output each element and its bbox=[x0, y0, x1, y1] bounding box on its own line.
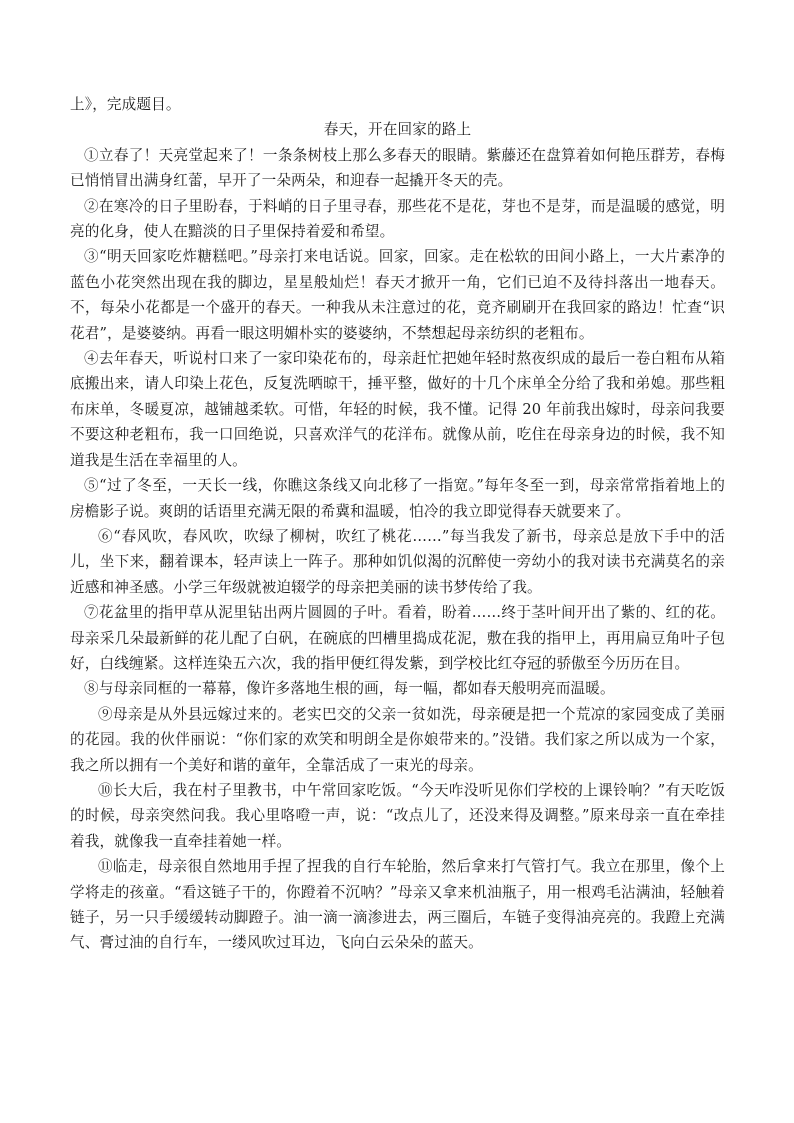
paragraph-10: ⑩长大后，我在村子里教书，中午常回家吃饭。“今天咋没听见你们学校的上课铃响？”有天吃饭的时候，母亲突然问我。我心里咯噔一声，说：“改点儿了，还没来得及调整。”原来母亲一直在牵挂着我，就像我一直牵挂着她一样。 bbox=[70, 781, 725, 850]
article-body bbox=[70, 92, 725, 956]
paragraph-2: ②在寒冷的日子里盼春，于料峭的日子里寻春，那些花不是花，芽也不是芽，而是温暖的感觉，明亮的化身，使人在黯淡的日子里保持着爱和希望。 bbox=[70, 197, 725, 241]
paragraph-4: ④去年春天，听说村口来了一家印染花布的，母亲赶忙把她年轻时熬夜织成的最后一卷白粗布从箱底搬出来，请人印染上花色，反复洗晒晾干，捶平整，做好的十几个床单全分给了我和弟媳。那些粗布床单，冬暖夏凉，越铺越柔软。可惜，年轻的时候，我不懂。记得 20 年前我出嫁时，母亲问我要不要这种老粗布，我一口回绝说，只喜欢洋气的花洋布。就像从前，吃住在母亲身边的时候，我不知道我是生活在幸福里的人。 bbox=[70, 350, 725, 469]
paragraph-8: ⑧与母亲同框的一幕幕，像许多落地生根的画，每一幅，都如春天般明亮而温暖。 bbox=[84, 680, 615, 698]
intro-fragment: 上》，完成题目。 bbox=[70, 96, 181, 113]
paragraph-9: ⑨母亲是从外县远嫁过来的。老实巴交的父亲一贫如洗，母亲硬是把一个荒凉的家园变成了美丽的花园。我的伙伴丽说：“你们家的欢笑和明朗全是你娘带来的。”没错。我们家之所以成为一个家，我之所以拥有一个美好和谐的童年，全靠活成了一束光的母亲。 bbox=[70, 705, 725, 774]
paragraph-6: ⑥“春风吹，春风吹，吹绿了柳树，吹红了桃花……”每当我发了新书，母亲总是放下手中的活儿，坐下来，翻着课本，轻声读上一阵子。那种如饥似渴的沉醉使一旁幼小的我对读书充满莫名的亲近感和神圣感。小学三年级就被迫辍学的母亲把美丽的读书梦传给了我。 bbox=[70, 527, 725, 596]
paragraph-5: ⑤“过了冬至，一天长一线，你瞧这条线又向北移了一指宽。”每年冬至一到，母亲常常指着地上的房檐影子说。爽朗的话语里充满无限的希冀和温暖，怕冷的我立即觉得春天就要来了。 bbox=[70, 477, 725, 520]
paragraph-3: ③“明天回家吃炸糖糕吧。”母亲打来电话说。回家，回家。走在松软的田间小路上，一大片素净的蓝色小花突然出现在我的脚边，星星般灿烂！春天才掀开一角，它们已迫不及待抖落出一地春天。不，每朵小花都是一个盛开的春天。一种我从未注意过的花，竟齐刷刷开在我回家的路边！忙查“识花君”，是婆婆纳。再看一眼这明媚朴实的婆婆纳，不禁想起母亲纺织的老粗布。 bbox=[70, 248, 725, 342]
paragraph-1: ①立春了！天亮堂起来了！一条条树枝上那么多春天的眼睛。紫藤还在盘算着如何艳压群芳，春梅已悄悄冒出满身红蕾，早开了一朵两朵，和迎春一起撬开冬天的壳。 bbox=[70, 146, 725, 190]
paragraph-7: ⑦花盆里的指甲草从泥里钻出两片圆圆的子叶。看着，盼着……终于茎叶间开出了紫的、红的花。母亲采几朵最新鲜的花儿配了白矾，在碗底的凹槽里捣成花泥，敷在我的指甲上，再用扁豆角叶子包好，白线缠紧。这样连染五六次，我的指甲便红得发紫，到学校比红夺冠的骄傲至今历历在目。 bbox=[70, 604, 725, 672]
article-title: 春天，开在回家的路上 bbox=[323, 121, 472, 139]
paragraph-11: ⑪临走，母亲很自然地用手捏了捏我的自行车轮胎，然后拿来打气管打气。我立在那里，像个上学将走的孩童。“看这链子干的，你蹬着不沉呐？”母亲又拿来机油瓶子，用一根鸡毛沾满油，轻触着链子，另一只手缓缓转动脚蹬子。油一滴一滴渗进去，两三圈后，车链子变得油亮亮的。我蹬上充满气、膏过油的自行车，一缕风吹过耳边，飞向白云朵朵的蓝天。 bbox=[70, 858, 725, 952]
